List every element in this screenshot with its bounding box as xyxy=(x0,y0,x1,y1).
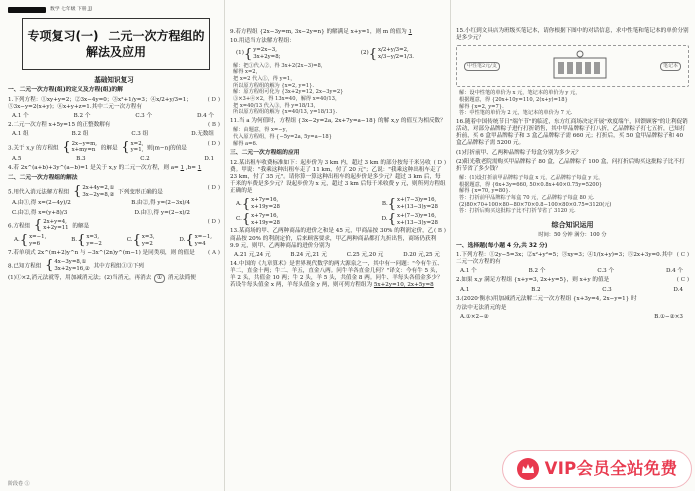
book-header xyxy=(8,4,220,16)
q3-choice-d: D.1 xyxy=(204,156,214,163)
column-middle xyxy=(224,0,450,491)
vip-crown-icon xyxy=(517,458,539,480)
title-line-1b: 二元一次方程组的 xyxy=(108,28,205,43)
q2-text: 2.二元一次方程 x+5y=15 的正整数解有 xyxy=(8,122,111,129)
vip-promo-text: VIP会员全站免费 xyxy=(544,459,678,479)
q8-circle-answer: ① xyxy=(154,274,165,283)
q12-choice-c: C. { x+7y=16, x+19y=28 xyxy=(236,212,280,228)
q5-choice-c: C.由②,得 x=(y+8)/3 xyxy=(12,209,68,216)
q6-eq1: 2x+y=4, xyxy=(43,218,67,225)
question-11 xyxy=(230,118,446,125)
q12-choice-a: A. { x+7y=16, x+19y=28 xyxy=(236,196,280,212)
composite-question-2 xyxy=(456,277,689,284)
q1-answer: ( D ) xyxy=(207,96,220,103)
c1-choice-b: B.2 个 xyxy=(528,268,546,275)
q1-text: 1.下列方程：①xy+y=2；②3x−4y=0；③x²+1/y=3；④x/2+y/3=1；⑤3x−y=2(x+y)；⑥x+y+z=1.其中二元一次方程有 xyxy=(8,96,192,110)
solution-line: 解得 {x=70, y=80}. xyxy=(459,188,511,195)
composite-question-3 xyxy=(456,296,689,303)
q3-solution: { x=2, y=1, xyxy=(121,139,144,155)
composite-meta: 时间：50 分钟 满分：100 分 xyxy=(538,231,607,238)
q15-solution xyxy=(459,90,689,117)
solution-line: 所以原方程组的解为 {x=2, y=1}. xyxy=(233,82,315,89)
question-2 xyxy=(8,122,220,129)
q13-choice-d: D.20 元,25 元 xyxy=(403,251,440,258)
c2-choice-d: D.4 xyxy=(673,286,683,293)
c3-text: 3.(2020·衡水)用加减消元法解二元一次方程组 {x+3y=4, 2x−y=1} 时 xyxy=(456,295,637,302)
q6-prefix: 6.方程组 xyxy=(8,222,31,229)
q12-choice-d: D. { x+(7−3)y=16, x+(13−3)y=28 xyxy=(381,212,438,228)
q11-solution xyxy=(233,127,446,147)
question-6 xyxy=(8,219,220,233)
q7-answer: ( A ) xyxy=(208,249,220,256)
q6-eq2: x+2y=11 xyxy=(43,225,69,232)
q6-answer: ( D ) xyxy=(207,218,220,225)
q1-choice-d: D.4 个 xyxy=(197,113,214,120)
title-line-1a: 专项复习(一) xyxy=(27,28,99,43)
solution-line: 答：打折前甲品牌粽子每盒 70 元，乙品牌粽子每盒 80 元. xyxy=(459,195,595,201)
q10-2-eq1: x/2+y/3=2, xyxy=(378,47,409,54)
c1-answer: ( C ) xyxy=(676,251,689,258)
q9-blank: 1 xyxy=(408,29,413,35)
q15-figure-right: 笔记本 xyxy=(660,62,681,70)
q10-2-eq2: x/3−y/2=1/3. xyxy=(378,54,414,61)
c3-choice-a: A.①×2−② xyxy=(460,314,489,321)
solution-line: 把 x=2 代入①，得 y=1， xyxy=(233,76,296,83)
c3-choice-b: B.①−②×3 xyxy=(654,314,683,321)
solution-line: 解得 {x=2, y=7}. xyxy=(459,103,504,110)
q12-text: 12.某出租车收费标准如下：起步价为 3 km 内，超过 3 km 的部分按每千米另收费。甲说："我乘这种出租车走了 11 km，付了 20 元"；乙说："我乘这种出租车走了 23 km，付了 35 元"。请你算一算这种出租车的起步价是多少元？超过 3 km 后，每千米的车费是多少元？设起步价为 x 元，超过 3 km 后每千米收费 y 元，则所列方程组正确的是 xyxy=(230,159,446,195)
q1-choice-c: C.3 个 xyxy=(135,113,153,120)
q2-answer: ( B ) xyxy=(207,122,220,129)
q16-part-1: (1)打折前甲、乙两种品牌粽子每盒分别为多少元？ xyxy=(456,149,582,156)
q5-eq1: 2x+4y=2,① xyxy=(82,184,115,191)
part-choice-title: 一、选择题(每小题 4 分,共 32 分) xyxy=(456,242,548,249)
c1-choices xyxy=(456,268,689,275)
part1-title: 一、二元一次方程(组)的定义及方程(组)的解 xyxy=(8,87,123,94)
section-basic-title: 基础知识复习 xyxy=(94,76,134,84)
c3-tail: 方法中无法消元的是 xyxy=(456,304,507,311)
book-label: 数学 七年级 下册 JJ xyxy=(50,6,92,12)
question-1 xyxy=(8,97,220,111)
q3-choice-c: C.2 xyxy=(140,156,150,163)
q8-tail: 消元法简便 xyxy=(167,275,196,282)
q10-1-eq2: 3x+2y=8; xyxy=(253,54,281,61)
q13-choice-b: B.24 元,21 元 xyxy=(290,251,327,258)
q10-systems xyxy=(230,47,446,61)
question-12 xyxy=(230,160,446,196)
c1-choice-d: D.4 个 xyxy=(666,268,683,275)
q11-text: 11.当 a 为何值时，方程组 {3x−2y=2a, 2x+7y=a−18} 的解 x,y 的值互为相反数？ xyxy=(230,118,446,125)
q2-choice-b: B.2 组 xyxy=(71,131,89,138)
q3-system: { 2x−y=m, x+my=n xyxy=(62,139,97,155)
c3-choices xyxy=(456,314,689,321)
vip-promo-badge[interactable] xyxy=(502,450,692,488)
q3-suffix: 则|m−n|的值是 xyxy=(147,144,187,151)
question-14 xyxy=(230,261,446,290)
q15-figure-left: 中性笔2元/支 xyxy=(464,62,500,70)
q13-choices xyxy=(230,252,446,259)
q9-text: 9.若方程组 {2x−3y=m, 3x−2y=n} 的解满足 x+y=1，则 m 的值为 xyxy=(230,29,407,35)
solution-line: (2)80×70+100×80−80×70×0.8−100×80×0.75=3120(元) xyxy=(459,201,612,208)
q3-sol2: y=1, xyxy=(130,147,144,154)
q5-choices-ab xyxy=(8,200,220,207)
stationery-shop-icon xyxy=(550,50,610,82)
q6-choice-a: A. { x=−1, y=6 xyxy=(14,233,47,249)
solution-line: 答：中性笔的单价为 2 元，笔记本的单价为 7 元. xyxy=(459,110,573,117)
q13-answer: ( B ) xyxy=(433,228,446,235)
q10-part-1: (1) { y=2x−3, 3x+2y=8; xyxy=(236,46,281,62)
q8-note xyxy=(8,274,220,283)
solution-line: 解得 x=2， xyxy=(233,69,261,76)
c2-answer: ( C ) xyxy=(676,277,689,284)
q10-text: 10.用适当方法解方程组： xyxy=(230,38,295,45)
part3-title: 三、二元一次方程组的应用 xyxy=(230,150,300,157)
q4-text: 4.若 2x^(a+b)+3y^(a−b)=1 是关于 x,y 的二元一次方程，则 a= xyxy=(8,165,179,172)
q5-choice-d: D.由①,得 y=(2−x)/2 xyxy=(134,209,190,216)
q8-note-text: (1)①×2,消元法就等，用加减消元法；(2)当消元，再消去 xyxy=(8,275,152,282)
column-right xyxy=(450,0,695,491)
q6-system: { 2x+y=4, x+2y=11 xyxy=(33,217,69,233)
solution-line: 根据题意，得 {20x+10y=110, 2(x+y)=18} xyxy=(459,96,568,103)
q13-choice-a: A.21 元,24 元 xyxy=(234,251,271,258)
question-9 xyxy=(230,29,446,36)
q15-text: 15.小红到文具店为班级买笔记本，请你根据下图中的对话信息，求中性笔和笔记本的单价分别是多少元？ xyxy=(456,28,689,42)
c1-choice-c: C.3 个 xyxy=(597,268,615,275)
q6-suffix: 的解是 xyxy=(72,222,90,229)
q5-prefix: 5.用代入消元法解方程组 xyxy=(8,189,70,196)
q14-blank: 5x+2y=10, 2x+5y=8 xyxy=(373,282,434,289)
composite-question-1 xyxy=(456,252,689,266)
q6-choices xyxy=(8,234,220,248)
q5-answer: ( D ) xyxy=(207,184,220,191)
c2-text: 2.如果 x,y 满足方程组 {x+y=3, 2x+y=5}，则 x+y 的值是 xyxy=(456,277,610,284)
c1-text: 1.下列方程：①2y−5=3x；②x²+y²=5；③xy=3；④1/(x+y)=3；⑤2x+3y=0.其中二元一次方程的有 xyxy=(456,251,673,266)
header-bar-icon xyxy=(8,7,46,13)
q2-choice-c: C.3 组 xyxy=(131,131,149,138)
page-title xyxy=(22,18,210,70)
q12-choice-b: B. { x+(7−3)y=16, x+(13−3)y=28 xyxy=(381,196,438,212)
page-footer: 阶段卷 ① xyxy=(8,480,30,487)
question-10 xyxy=(230,38,446,45)
q3-eq2: x+my=n xyxy=(71,147,96,154)
q3-choice-b: B.3 xyxy=(76,156,86,163)
question-15 xyxy=(456,28,689,42)
q8-eq1: 4x−3y=8,① xyxy=(54,258,87,265)
q13-choice-c: C.25 元,20 元 xyxy=(346,251,384,258)
q7-prefix: 7.若单项式 2x^(m+2)y^n 与 −3x^(2n)y^(m−1) 是同类项，则 xyxy=(8,249,177,256)
q5-choice-b: B.由②,得 y=(2−3x)/4 xyxy=(131,200,190,207)
solution-line: 解：把①代入②，得 3x+2(2x−3)=8， xyxy=(233,62,326,69)
solution-line: 把 x=40/13 代入③，得 y=18/13， xyxy=(233,102,319,109)
solution-line: 解：设中性笔的单价为 x 元，笔记本的单价为 y 元， xyxy=(459,90,581,97)
q3-mid: 的解是 xyxy=(100,144,118,151)
q5-choice-a: A.由①,得 x=(2−4y)/2 xyxy=(12,200,71,207)
c2-choices xyxy=(456,287,689,294)
question-7 xyxy=(8,250,220,257)
q5-suffix: 下列变形正确的是 xyxy=(118,189,163,196)
q15-dialog-figure xyxy=(456,45,689,87)
c2-choice-a: A.1 xyxy=(460,286,470,293)
q3-sol1: x=2, xyxy=(130,140,144,147)
q4-mid: ,b= xyxy=(185,165,196,172)
q3-answer: ( D ) xyxy=(207,140,220,147)
q8-prefix: 8.已知方程组 xyxy=(8,263,42,270)
q1-choice-a: A.1 个 xyxy=(12,113,29,120)
q1-choice-b: B.2 个 xyxy=(73,113,91,120)
question-5 xyxy=(8,185,220,199)
composite-section-title: 综合知识运用 xyxy=(551,220,594,229)
part2-title: 二、二元一次方程组的解法 xyxy=(8,175,78,182)
q3-eq1: 2x−y=m, xyxy=(71,140,97,147)
q7-suffix: 的值是 xyxy=(177,249,195,256)
question-13 xyxy=(230,228,446,249)
q12-choices xyxy=(230,197,446,211)
solution-line: 解：原方程组可化为 {3x+2y=12, 2x−3y=2} xyxy=(233,89,344,96)
q6-choice-c: C. { x=3, y=2 xyxy=(126,233,155,249)
q5-eq2: 3x−2y=8,② xyxy=(82,191,115,198)
solution-line: 解得 a=6. xyxy=(233,140,258,147)
q12-answer: ( D ) xyxy=(433,159,446,166)
q16-solution xyxy=(459,175,689,215)
q1-choices xyxy=(8,113,220,120)
q13-text: 13.某商场的甲、乙两种商品的进价之和是 45 元，甲商品按 30% 的利润定价，乙商品按 20% 的利润定价，后来顾客要求，甲乙两种商品都打九折出售，商场仍获利 9.9 元，则甲、乙两种商品的进价分别为 xyxy=(230,228,437,249)
q8-suffix: 其中方程组①③下列 xyxy=(93,263,144,270)
q3-choice-a: A.5 xyxy=(12,156,22,163)
c2-choice-b: B.2 xyxy=(531,286,541,293)
question-3 xyxy=(8,141,220,155)
question-16 xyxy=(456,119,689,148)
q3-choices xyxy=(8,156,220,163)
solution-line: ③×3+④×2，得 13x=40，解得 x=40/13， xyxy=(233,96,341,103)
title-line-2: 解法及应用 xyxy=(85,45,146,59)
q14-text: 14.中国的《九章算术》是世界现代数学的两大源泉之一，其中有一问题："今有牛五、羊二，直金十两；牛二、羊五，直金八两。问牛羊各直金几何？"译文：今有牛 5 头，羊 2 头，共值金 10 两；牛 2 头，羊 5 头，共值金 8 两。问牛、羊每头各值金多少？若设牛每头值金 x 两，羊每头值金 y 两，则可列方程组为 xyxy=(230,261,443,289)
q16-part-2: (2)阳光敬老院需购买甲品牌粽子 80 盒，乙品牌粽子 100 盒，问打折后购买这批粽子比不打折节省了多少钱？ xyxy=(456,158,685,172)
q2-choices xyxy=(8,131,220,138)
c1-choice-a: A.1 个 xyxy=(460,268,477,275)
solution-line: 答：打折后购买这批粽子比不打折节省了 3120 元. xyxy=(459,208,576,215)
q3-prefix: 3.关于 x,y 的方程组 xyxy=(8,144,59,151)
solution-line: 解：(1)设打折前甲品牌粽子每盒 x 元，乙品牌粽子每盒 y 元， xyxy=(459,175,604,182)
q10-solution xyxy=(233,63,446,116)
q16-text: 16.随着中国传统节日"端午节"的临近，东方红商场决定开展"欢度端午，回馈顾客"的让利促销活动，对部分品牌粽子进行打折销售，其中甲品牌粽子打八折，乙品牌粽子打七五折，已知打折前，买 6 盒甲品牌粽子和 3 盒乙品牌粽子需 660 元；打折后，买 50 盒甲品牌粽子和 40 盒乙品牌粽子需 5200 元。 xyxy=(456,118,688,147)
q12-choices-2 xyxy=(230,213,446,227)
q5-system: { 2x+4y=2,① 3x−2y=8,② xyxy=(73,184,115,200)
q4-blank-1: 1 xyxy=(180,165,185,172)
q6-choice-b: B. { x=3, y=−2 xyxy=(71,233,102,249)
q10-part-2: (2) { x/2+y/3=2, x/3−y/2=1/3. xyxy=(360,46,414,62)
q10-1-eq1: y=2x−3, xyxy=(253,47,277,54)
q5-choices-cd xyxy=(8,210,220,217)
solution-line: 所以原方程组的解为 {x=40/13, y=18/13}. xyxy=(233,109,338,116)
question-8 xyxy=(8,259,220,273)
c2-choice-c: C.3 xyxy=(602,286,612,293)
question-4 xyxy=(8,165,220,172)
q8-system: { 4x−3y=8,① 3x+2y=16,② xyxy=(45,258,90,274)
q6-choice-d: D. { x=−1, y=4 xyxy=(179,233,212,249)
q4-blank-2: 1 xyxy=(197,165,202,172)
solution-line: 代入原方程组，得 {−5y=2a, 5y=a−18} xyxy=(233,133,332,140)
q8-eq2: 3x+2y=16,② xyxy=(54,265,90,272)
column-left xyxy=(0,0,224,491)
solution-line: 解：由题意，得 x=−y， xyxy=(233,127,291,134)
solution-line: 根据题意，得 {6x+3y=660, 50×0.8x+40×0.75y=5200} xyxy=(459,181,603,188)
q2-choice-a: A.1 组 xyxy=(12,131,29,138)
q2-choice-d: D.无数组 xyxy=(191,131,214,138)
